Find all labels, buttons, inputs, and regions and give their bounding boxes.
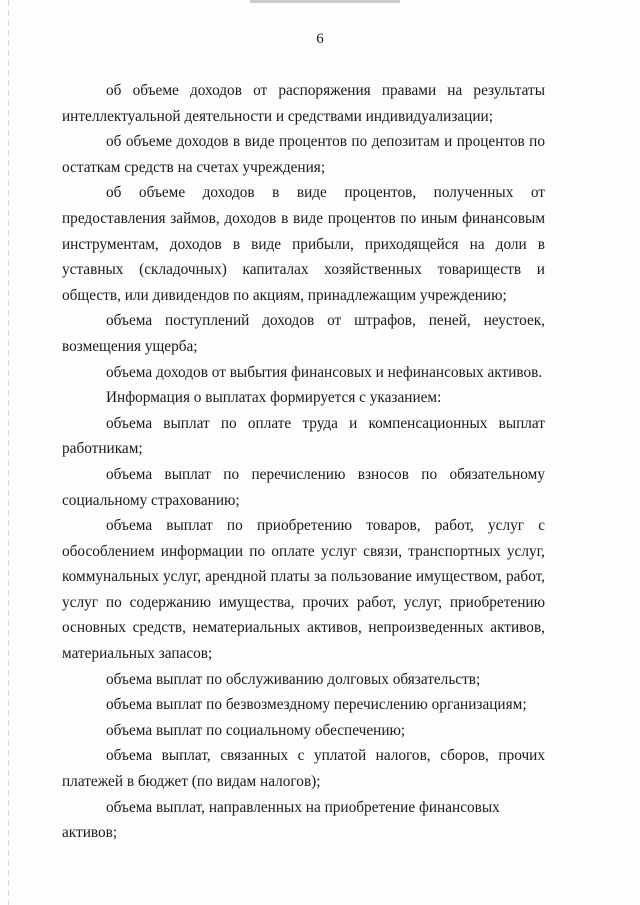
paragraph: объема выплат по безвозмездному перечислению организациям;	[106, 696, 527, 714]
paragraph: объема выплат по перечислению взносов по обязательному социальному страхованию;	[62, 465, 545, 509]
scan-top-artifact	[250, 0, 400, 3]
page-number: 6	[316, 31, 324, 47]
paragraph: объема поступлений доходов от штрафов, пеней, неустоек, возмещения ущерба;	[62, 312, 545, 355]
document-body	[62, 78, 545, 846]
paragraph: объема выплат по оплате труда и компенсационных выплат работникам;	[62, 414, 545, 458]
paragraph: объема доходов от выбытия финансовых и нефинансовых активов.	[106, 363, 543, 381]
scan-edge	[8, 0, 9, 905]
paragraph: объема выплат по обслуживанию долговых обязательств;	[106, 670, 481, 688]
paragraph: Информация о выплатах формируется с указанием:	[106, 389, 442, 407]
paragraph: объема выплат по социальному обеспечению;	[106, 721, 406, 739]
paragraph: объема выплат, связанных с уплатой налогов, сборов, прочих платежей в бюджет (по видам налогов);	[62, 747, 545, 791]
paragraph: объема выплат по приобретению товаров, работ, услуг с обособлением информации по оплате услуг связи, транспортных услуг, коммунальных услуг, арендной платы за пользование имуществом, работ, услуг по содержанию имущества, прочих работ, услуг, приобретению основных средств, нематериальных активов, непроизведенных активов, материальных запасов;	[62, 517, 545, 663]
paragraph: объема выплат, направленных на приобретение финансовых активов;	[62, 798, 500, 842]
paragraph: об объеме доходов в виде процентов, полученных от предоставления займов, доходов в виде процентов по иным финансовым инструментам, доходов в виде прибыли, приходящейся на доли в уставных (складочных) капиталах хозяйственных товариществ и обществ, или дивидендов по акциям, принадлежащим учреждению;	[62, 184, 545, 304]
paragraph: об объеме доходов в виде процентов по депозитам и процентов по остаткам средств на счетах учреждения;	[62, 133, 545, 176]
paragraph: об объеме доходов от распоряжения правами на результаты интеллектуальной деятельности и средствами индивидуализации;	[62, 82, 545, 125]
